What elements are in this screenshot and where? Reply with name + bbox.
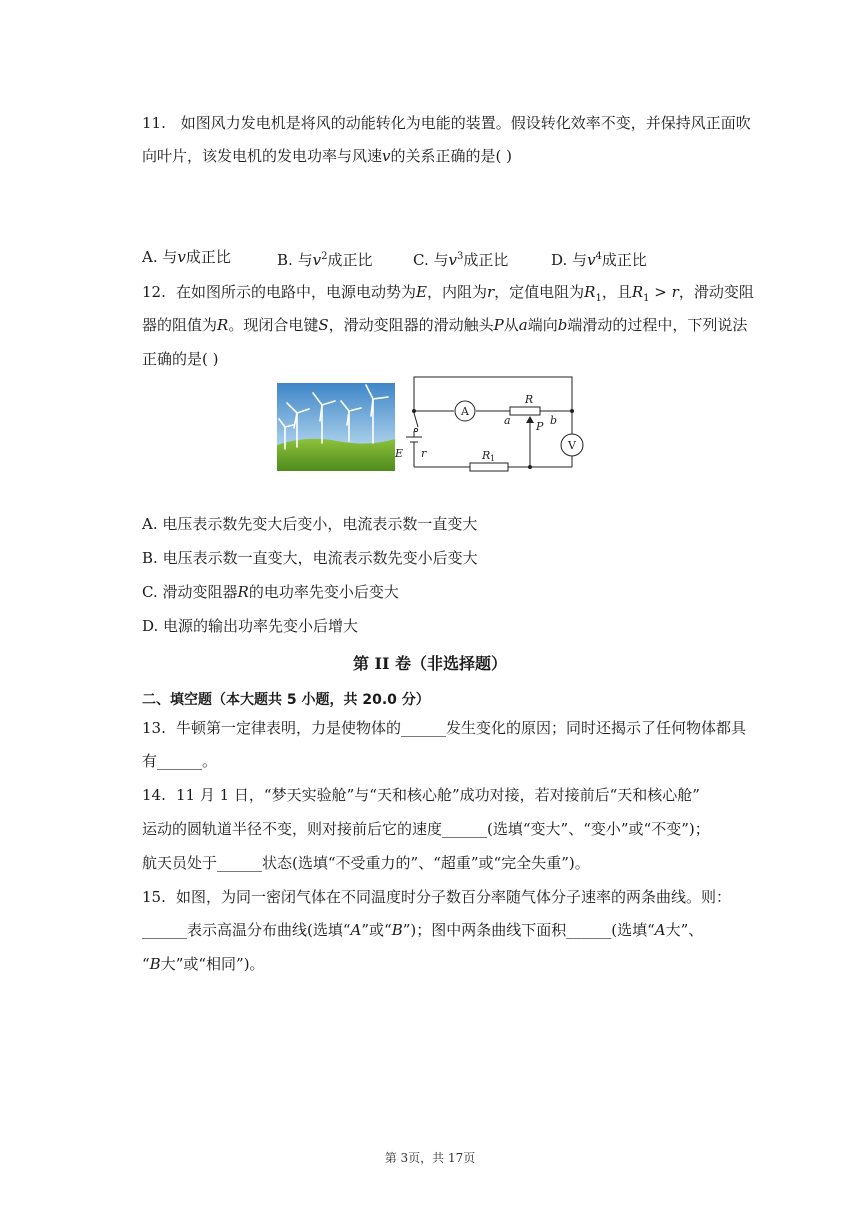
end-a-label: a xyxy=(504,414,511,427)
q12-number: 12. xyxy=(142,283,166,301)
end-b-label: b xyxy=(550,414,558,427)
wind-turbine-photo xyxy=(277,383,395,471)
q14-number: 14. xyxy=(142,786,166,804)
q12-option-d: D. 电源的输出功率先变小后增大 xyxy=(142,617,359,635)
q15-line1: 15. 如图，为同一密闭气体在不同温度时分子数百分率随气体分子速率的两条曲线。则： xyxy=(142,888,732,906)
q15-number: 15. xyxy=(142,888,166,906)
q14-line2: 运动的圆轨道半径不变，则对接前后它的速度______(选填“变大”、“变小”或“不变”)； xyxy=(142,820,710,838)
emf-label: E xyxy=(395,447,404,460)
q11-option-b: B. 与$v^2$成正比 xyxy=(277,251,373,269)
section-heading: 二、填空题（本大题共 5 小题，共 20.0 分） xyxy=(142,692,430,708)
q11-text-1: 如图风力发电机是将风的动能转化为电能的装置。假设转化效率不变，并保持风正面吹 xyxy=(180,114,751,132)
q15-line2: ______表示高温分布曲线(选填“A”或“B”)；图中两条曲线下面积______(选填“A大”、 xyxy=(142,921,704,939)
q12-option-c: C. 滑动变阻器R的电功率先变小后变大 xyxy=(142,583,399,601)
page-footer: 第 3页，共 17页 xyxy=(384,1151,476,1165)
q11-var-v: v xyxy=(382,147,391,165)
q11-option-c: C. 与$v^3$成正比 xyxy=(413,251,509,269)
q14-line3: 航天员处于______状态(选填“不受重力的”、“超重”或“完全失重”)。 xyxy=(142,854,590,872)
circuit-svg xyxy=(392,375,588,475)
q15-line3: “B大”或“相同”)。 xyxy=(142,955,265,973)
slider-label: P xyxy=(536,420,544,433)
q11-line2 xyxy=(142,146,512,166)
q11-option-a: A. 与v成正比 xyxy=(142,248,231,266)
resistor-label: R xyxy=(482,449,491,462)
section-title: 第 II 卷（非选择题） xyxy=(352,654,508,673)
q12-line3: 正确的是( ) xyxy=(142,350,219,368)
q12-line1: 12. 在如图所示的电路中，电源电动势为E，内阻为r，定值电阻为$R_1$，且$R_1 > r$，滑动变阻 xyxy=(142,283,754,304)
q12-line2: 器的阻值为R。现闭合电键S，滑动变阻器的滑动触头P从a端向b端滑动的过程中，下列说法 xyxy=(142,316,748,334)
q12-option-b: B. 电压表示数一直变大，电流表示数先变小后变大 xyxy=(142,549,478,567)
q13-line2: 有______。 xyxy=(142,752,218,770)
circuit-diagram xyxy=(392,375,588,475)
q14-line1: 14. 11 月 1 日，“梦天实验舱”与“天和核心舱”成功对接，若对接前后“天和核心舱” xyxy=(142,786,700,804)
q11-text-2a: 向叶片，该发电机的发电功率与风速 xyxy=(142,147,383,165)
q13-line1: 13. 牛顿第一定律表明，力是使物体的______发生变化的原因；同时还揭示了任何物体都具 xyxy=(142,719,747,737)
wind-turbine-illustration xyxy=(277,383,395,471)
voltmeter-label: V xyxy=(568,439,576,452)
ammeter-label: A xyxy=(461,405,469,418)
q11-number: 11. xyxy=(142,114,166,132)
q11-option-d: D. 与$v^4$成正比 xyxy=(551,251,647,269)
internal-resistance-label: r xyxy=(421,447,427,460)
q11-line1 xyxy=(142,113,751,133)
resistor-subscript: 1 xyxy=(490,454,496,463)
q11-text-2b: 的关系正确的是( ) xyxy=(390,147,512,165)
q13-number: 13. xyxy=(142,719,166,737)
rheostat-label: R xyxy=(524,393,534,406)
q12-option-a: A. 电压表示数先变大后变小，电流表示数一直变大 xyxy=(142,515,478,533)
